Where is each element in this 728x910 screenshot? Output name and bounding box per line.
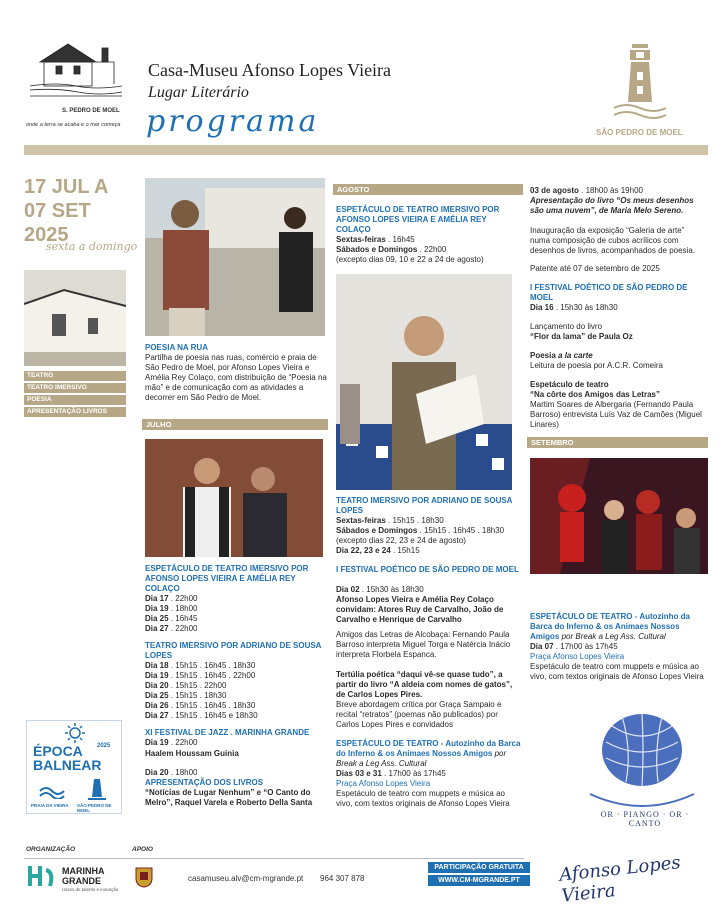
legend-item: TEATRO xyxy=(24,371,126,381)
agosto-e2-details xyxy=(336,516,522,556)
day: Dia 27 xyxy=(145,711,169,720)
agosto-e3-title: I FESTIVAL POÉTICO DE SÃO PEDRO DE MOEL xyxy=(336,565,519,574)
brand-tagline: raízes de talento e inovação xyxy=(62,887,119,892)
time: . 22h00 xyxy=(419,245,447,254)
marinha-grande-icon xyxy=(28,864,56,888)
epoca-word: ÉPOCA xyxy=(33,743,83,759)
house-photo xyxy=(24,270,126,366)
agosto-e3-p4: Breve abordagem crítica por Graça Sampaio e recital “retratos” (poemas não publicados) por Carlos Lopes Pires e convidados xyxy=(336,700,502,729)
time: . 15h15 . 16h45 e 18h30 xyxy=(170,711,258,720)
agosto-e3-p3: Tertúlia poética “daqui vê-se quase tudo”, a partir do livro “A aldeia com nomes de gatos”, de Carlos Lopes Pires. xyxy=(336,670,513,699)
day: Dia 17 xyxy=(145,594,169,603)
col3-e2-l3: Leitura de poesia por A.C.R. Comeira xyxy=(530,361,663,370)
col3-e1-text: Inauguração da exposição “Galeria de arte” numa composição de cubos acrílicos com desenhos de livros, acompanhados de poesia. xyxy=(530,226,695,255)
sun-icon xyxy=(65,723,85,743)
lighthouse-icon xyxy=(612,40,668,124)
col3-e1-time xyxy=(530,186,643,196)
col3-e2-l6: Martim Soares de Albergaria (Fernando Paula Barroso) entrevista Luís Vaz de Camões (Miguel Linares) xyxy=(530,400,702,429)
footer-line xyxy=(24,858,524,859)
julho-e3-artist: Haalem Houssam Guinia xyxy=(145,749,239,758)
shell-illustration xyxy=(582,706,702,826)
agosto-e3-time xyxy=(336,585,424,595)
date-days: sexta a domingo xyxy=(46,240,138,253)
day: Dia 19 xyxy=(145,738,169,747)
time: . 15h30 às 18h30 xyxy=(555,303,618,312)
agosto-e4-place: Praça Afonso Lopes Vieira xyxy=(336,779,431,788)
house-logo xyxy=(26,22,124,114)
col3-e2-l1: Lançamento do livro xyxy=(530,322,603,331)
col3-e2-l5: “Na côrte dos Amigos das Letras” xyxy=(530,390,660,399)
agosto-e4-title xyxy=(336,739,522,769)
epoca-year: 2025 xyxy=(97,743,111,749)
brand-line-2: GRANDE xyxy=(62,876,102,886)
time: . 22h00 xyxy=(170,594,198,603)
label: Poesia xyxy=(530,351,556,360)
julho-e2-title: TEATRO IMERSIVO POR ADRIANO DE SOUSA LOPES xyxy=(145,641,322,660)
col3-e1-until: Patente até 07 de setembro de 2025 xyxy=(530,264,660,273)
agosto-e1-title: ESPETÁCULO DE TEATRO IMERSIVO POR AFONSO LOPES VIEIRA E AMÉLIA REY COLAÇO xyxy=(336,205,500,234)
julho-e4-books: “Notícias de Lugar Nenhum” e “O Canto do Melro”, Raquel Varela e Roberto Della Santa xyxy=(145,788,313,807)
time: . 22h00 xyxy=(170,624,198,633)
day: Dia 27 xyxy=(145,624,169,633)
page-subtitle: Lugar Literário xyxy=(148,84,249,101)
logo-motto: onde a terra se acaba e o mar começa xyxy=(26,122,121,128)
agosto-e3-p2: Amigos das Letras de Alcobaça: Fernando Paula Barroso interpreta Miguel Torga e Natércia Inácio interpreta Florbela Espanca. xyxy=(336,630,511,659)
setembro-photo xyxy=(530,458,708,574)
time: . 18h00 xyxy=(170,604,198,613)
day: Dia 26 xyxy=(145,701,169,710)
poesia-photo xyxy=(145,178,325,336)
adriano-photo xyxy=(336,274,512,490)
page-title: Casa-Museu Afonso Lopes Vieira xyxy=(148,60,392,80)
date-year: 2025 xyxy=(24,224,69,246)
day: Dias 03 e 31 xyxy=(336,769,382,778)
agosto-e2-title: TEATRO IMERSIVO POR ADRIANO DE SOUSA LOPES xyxy=(336,496,513,515)
title-text: ESPETÁCULO DE TEATRO - Autozinho da Barca do Inferno & os Animaes Nossos Amigos xyxy=(530,612,690,641)
time: . 18h00 às 19h00 xyxy=(581,186,643,195)
time: . 16h45 xyxy=(388,235,415,244)
time: . 18h00 xyxy=(170,768,198,777)
by: por Break a Leg Ass. Cultural xyxy=(561,632,666,641)
support-label: APOIO xyxy=(132,846,153,853)
julho-bar: JULHO xyxy=(142,419,328,430)
title-text: ESPETÁCULO DE TEATRO - Autozinho da Barca do Inferno & os Animaes Nossos Amigos xyxy=(336,739,521,758)
time: . 22h00 xyxy=(170,738,198,747)
setembro-bar: SETEMBRO xyxy=(527,437,708,448)
day: Dia 20 xyxy=(145,681,169,690)
time: . 15h15 . 16h45 . 18h30 xyxy=(170,701,256,710)
agosto-e3-p1: Afonso Lopes Vieira e Amélia Rey Colaço convidam: Atores Ruy de Carvalho, João de Carvalho e Henrique de Carvalho xyxy=(336,595,504,624)
col3-e2-title: I FESTIVAL POÉTICO DE SÃO PEDRO DE MOEL xyxy=(530,283,688,302)
time: . 15h15 . 18h30 xyxy=(170,691,227,700)
time: . 15h15 . 16h45 . 22h00 xyxy=(170,671,256,680)
brand-line-1: MARINHA xyxy=(62,866,105,876)
date-line-2: 07 SET xyxy=(24,200,91,222)
col3-e1-title: Apresentação do livro “Os meus desenhos são uma nuvem”, de Maria Melo Sereno. xyxy=(530,196,694,215)
lighthouse-small-icon xyxy=(87,777,107,801)
julho-e1-list xyxy=(145,594,329,634)
epoca-caption-1: PRAIA DA VIEIRA xyxy=(31,803,69,808)
col3-e2-l2 xyxy=(530,351,593,361)
julho-e3-title: XI FESTIVAL DE JAZZ . MARINHA GRANDE xyxy=(145,728,310,737)
julho-photo xyxy=(145,439,323,557)
note: (excepto dias 22, 23 e 24 de agosto) xyxy=(336,536,466,545)
epoca-caption-2: SÃO PEDRO DE MOEL xyxy=(77,803,112,813)
day: Dia 19 xyxy=(145,604,169,613)
day: Dia 25 xyxy=(145,614,169,623)
note: (excepto dias 09, 10 e 22 a 24 de agosto) xyxy=(336,255,484,264)
agosto-bar: AGOSTO xyxy=(333,184,523,195)
signature: Afonso Lopes Vieira xyxy=(558,852,682,907)
right-logo-text: SÃO PEDRO DE MOEL xyxy=(596,128,683,137)
date-line-1: 17 JUL A xyxy=(24,176,109,198)
free-participation-badge: PARTICIPAÇÃO GRATUITA xyxy=(428,862,530,873)
legend-item: TEATRO IMERSIVO xyxy=(24,383,126,393)
time: . 15h15 . 16h45 . 18h30 xyxy=(170,661,256,670)
time: . 16h45 xyxy=(170,614,198,623)
day: 03 de agosto xyxy=(530,186,579,195)
crest-icon xyxy=(134,864,154,888)
org-label: ORGANIZAÇÃO xyxy=(26,846,76,853)
julho-e4-title: APRESENTAÇÃO DOS LIVROS xyxy=(145,778,264,787)
setembro-time xyxy=(530,642,618,652)
balnear-word: BALNEAR xyxy=(33,757,102,773)
col3-e2-l1b: “Flor da lama” de Paula Oz xyxy=(530,332,633,341)
agosto-e1-details xyxy=(336,235,522,265)
time: . 17h00 às 17h45 xyxy=(384,769,446,778)
label: Dia 22, 23 e 24 xyxy=(336,546,391,555)
by: por Break a Leg Ass. Cultural xyxy=(336,749,507,768)
setembro-place: Praça Afonso Lopes Vieira xyxy=(530,652,625,661)
day: Dia 20 xyxy=(145,768,169,777)
col3-e2-time xyxy=(530,303,618,313)
col3-e2-l4: Espetáculo de teatro xyxy=(530,380,609,389)
label: Sextas-feiras xyxy=(336,516,386,525)
day: Dia 16 xyxy=(530,303,554,312)
time: . 17h00 às 17h45 xyxy=(555,642,618,651)
label: Sábados e Domingos xyxy=(336,526,418,535)
poesia-title: POESIA NA RUA xyxy=(145,343,208,352)
julho-e1-title: ESPETÁCULO DE TEATRO IMERSIVO POR AFONSO LOPES VIEIRA E AMÉLIA REY COLAÇO xyxy=(145,564,309,593)
day: Dia 19 xyxy=(145,671,169,680)
day: Dia 18 xyxy=(145,661,169,670)
header-divider xyxy=(24,145,708,155)
legend-item: POESIA xyxy=(24,395,126,405)
setembro-title xyxy=(530,612,708,642)
logo-caption: S. PEDRO DE MOEL xyxy=(62,108,120,114)
website-link[interactable]: WWW.CM-MGRANDE.PT xyxy=(428,875,530,886)
epoca-balnear-logo xyxy=(26,720,122,814)
poesia-text: Partilha de poesia nas ruas, comércio e praia de São Pedro de Moel, por Afonso Lopes Vieira e Amélia Rey Colaço, com distribuição de “Poesia na mão” e de comunicação com as atividades a decorrer em São Pedro de Moel. xyxy=(145,353,327,402)
time: . 15h15 xyxy=(392,546,420,555)
wave-icon xyxy=(39,781,65,799)
julho-e4-time xyxy=(145,768,198,778)
legend-item: APRESENTAÇÃO LIVROS xyxy=(24,407,126,417)
time: . 15h15 . 22h00 xyxy=(170,681,227,690)
time: . 15h15 . 16h45 . 18h30 xyxy=(419,526,505,535)
programa-script: programa xyxy=(146,104,320,139)
setembro-text: Espetáculo de teatro com muppets e música ao vivo, com textos originais de Afonso Lopes Vieira xyxy=(530,662,704,681)
time: . 15h30 às 18h30 xyxy=(361,585,424,594)
day: Dia 07 xyxy=(530,642,554,651)
contact-email[interactable]: casamuseu.alv@cm-mgrande.pt xyxy=(188,874,304,883)
time: . 15h15 . 18h30 xyxy=(388,516,444,525)
contact-phone[interactable]: 964 307 878 xyxy=(320,874,365,883)
label: Sábados e Domingos xyxy=(336,245,418,254)
italic: a la carte xyxy=(558,351,593,360)
julho-e3-time xyxy=(145,738,198,748)
day: Dia 25 xyxy=(145,691,169,700)
agosto-e4-text: Espetáculo de teatro com muppets e música ao vivo, com textos originais de Afonso Lopes Vieira xyxy=(336,789,510,808)
julho-e2-list xyxy=(145,661,329,721)
shell-motto: OR · PIANGO · OR · CANTO xyxy=(600,810,690,828)
label: Sextas-feiras xyxy=(336,235,386,244)
agosto-e4-time xyxy=(336,769,446,779)
day: Dia 02 xyxy=(336,585,360,594)
